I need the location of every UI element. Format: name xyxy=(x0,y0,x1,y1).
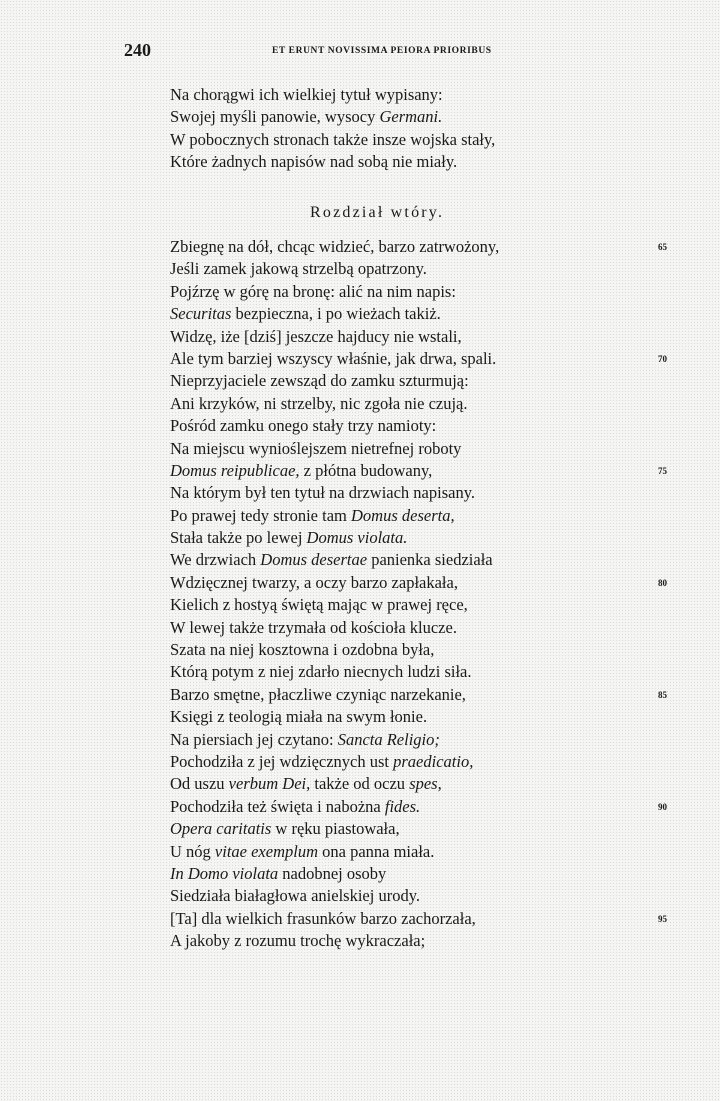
poem-line xyxy=(170,796,690,818)
poem-line xyxy=(170,151,690,173)
poem-line xyxy=(170,258,690,280)
line-number: 70 xyxy=(658,353,667,364)
line-text: Pochodziła z jej wdzięcznych ust xyxy=(170,751,394,771)
latin-phrase: verbum Dei, xyxy=(228,774,311,794)
line-text: U nóg xyxy=(170,841,215,861)
latin-phrase: praedicatio, xyxy=(393,751,474,771)
poem-line xyxy=(170,908,690,930)
latin-phrase: Germani. xyxy=(379,107,443,127)
poem-line xyxy=(170,303,690,325)
latin-phrase: In Domo violata xyxy=(170,863,279,883)
line-number: 85 xyxy=(658,689,667,700)
latin-phrase: Securitas xyxy=(170,304,232,324)
poem-line xyxy=(170,863,690,885)
line-text: Widzę, iże [dziś] jeszcze hajducy nie wstali, xyxy=(170,326,462,346)
poem-line xyxy=(170,706,690,728)
poem-line xyxy=(170,236,690,258)
poem-line xyxy=(170,326,690,348)
section-heading: Rozdział wtóry. xyxy=(310,204,445,221)
poem-line xyxy=(170,460,690,482)
line-text: nadobnej osoby xyxy=(278,863,387,883)
line-text: Stała także po lewej xyxy=(170,528,307,548)
poem-line xyxy=(170,930,690,952)
line-number: 80 xyxy=(658,577,667,588)
latin-phrase: fides. xyxy=(384,796,421,816)
line-text: A jakoby z rozumu trochę wykraczała; xyxy=(170,931,426,951)
line-text: Pośród zamku onego stały trzy namioty: xyxy=(170,416,437,436)
poem-line xyxy=(170,84,690,106)
line-text: Zbiegnę na dół, chcąc widzieć, barzo zatrwożony, xyxy=(170,237,500,256)
latin-phrase: Domus violata. xyxy=(306,528,408,548)
line-text: bezpieczna, i po wieżach takiż. xyxy=(231,304,441,324)
poem-line xyxy=(170,751,690,773)
line-text: Którą potym z niej zdarło niecnych ludzi siła. xyxy=(170,662,472,682)
latin-phrase: Sancta Religio; xyxy=(337,729,440,749)
line-text: Jeśli zamek jakową strzelbą opatrzony. xyxy=(170,259,427,279)
latin-phrase: Domus reipublicae, xyxy=(170,460,300,480)
line-number: 75 xyxy=(658,465,667,476)
line-text: także od oczu xyxy=(310,774,410,794)
poem-line xyxy=(170,639,690,661)
latin-phrase: vitae exemplum xyxy=(214,841,318,861)
poem-line xyxy=(170,281,690,303)
poem-line xyxy=(170,684,690,706)
poem-line xyxy=(170,841,690,863)
line-text: Ani krzyków, ni strzelby, nic zgoła nie czują. xyxy=(170,393,468,413)
line-text: Po prawej tedy stronie tam xyxy=(170,505,352,525)
line-text: [Ta] dla wielkich frasunków barzo zachorzała, xyxy=(170,908,476,928)
line-text: Szata na niej kosztowna i ozdobna była, xyxy=(170,640,435,660)
line-text: Nieprzyjaciele zewsząd do zamku szturmują: xyxy=(170,371,469,391)
poem-line xyxy=(170,415,690,437)
poem-line xyxy=(170,370,690,392)
poem-line xyxy=(170,438,690,460)
poem-line xyxy=(170,549,690,571)
line-number: 90 xyxy=(658,801,667,812)
line-text: Od uszu xyxy=(170,774,229,794)
poem-line xyxy=(170,594,690,616)
poem-line xyxy=(170,106,690,128)
line-text: z płótna budowany, xyxy=(299,460,433,480)
line-text: Kielich z hostyą świętą mając w prawej ręce, xyxy=(170,595,468,615)
line-text: Na piersiach jej czytano: xyxy=(170,729,338,749)
poem-line xyxy=(170,773,690,795)
poem-line xyxy=(170,885,690,907)
line-text: Księgi z teologią miała na swym łonie. xyxy=(170,707,428,727)
line-text: Pochodziła też święta i nabożna xyxy=(170,796,385,816)
latin-phrase: Domus deserta, xyxy=(351,505,455,525)
poem-line xyxy=(170,129,690,151)
poem-line xyxy=(170,818,690,840)
poem-line xyxy=(170,505,690,527)
line-text: Barzo smętne, płaczliwe czyniąc narzekanie, xyxy=(170,684,466,704)
page-number: 240 xyxy=(124,40,151,60)
running-title: ET ERUNT NOVISSIMA PEIORA PRIORIBUS xyxy=(272,46,492,56)
line-text: W lewej także trzymała od kościoła klucze. xyxy=(170,617,457,637)
latin-phrase: spes, xyxy=(409,774,442,794)
line-text: ona panna miała. xyxy=(318,841,435,861)
line-number: 65 xyxy=(658,242,667,252)
line-text: Swojej myśli panowie, wysocy xyxy=(170,107,380,127)
line-text: Na którym był ten tytuł na drzwiach napisany. xyxy=(170,483,476,503)
line-text: Na chorągwi ich wielkiej tytuł wypisany: xyxy=(170,85,443,104)
line-text: We drzwiach xyxy=(170,550,261,570)
line-text: Które żadnych napisów nad sobą nie miały. xyxy=(170,152,458,172)
poem-line xyxy=(170,482,690,504)
poem-line xyxy=(170,348,690,370)
poem-stanza-1 xyxy=(170,84,690,174)
poem-line xyxy=(170,393,690,415)
line-text: panienka siedziała xyxy=(367,550,493,570)
line-text: Na miejscu wynioślejszem nietrefnej roboty xyxy=(170,438,462,458)
poem-line xyxy=(170,617,690,639)
latin-phrase: Opera caritatis xyxy=(170,819,272,839)
poem-line xyxy=(170,527,690,549)
line-text: Wdzięcznej twarzy, a oczy barzo zapłakała, xyxy=(170,572,458,592)
poem-line xyxy=(170,729,690,751)
line-text: Ale tym barziej wszyscy właśnie, jak drwa, spali. xyxy=(170,348,497,368)
line-number: 95 xyxy=(658,913,667,924)
line-text: Pojźrzę w górę na bronę: alić na nim napis: xyxy=(170,281,456,301)
poem-stanza-2 xyxy=(170,236,690,953)
line-text: W pobocznych stronach także insze wojska stały, xyxy=(170,129,496,149)
line-text: Siedziała białagłowa anielskiej urody. xyxy=(170,886,421,906)
latin-phrase: Domus desertae xyxy=(260,550,368,570)
line-text: w ręku piastowała, xyxy=(271,819,400,839)
poem-line xyxy=(170,661,690,683)
poem-line xyxy=(170,572,690,594)
page-header xyxy=(124,40,594,64)
